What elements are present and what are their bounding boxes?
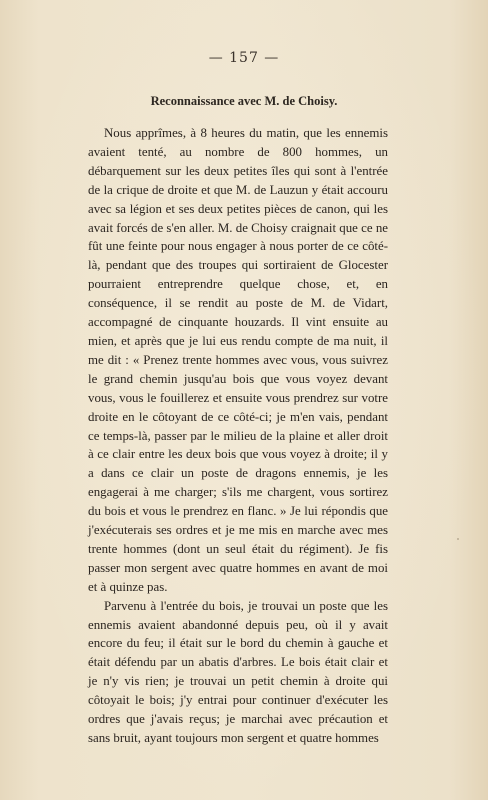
section-heading: Reconnaissance avec M. de Choisy. bbox=[150, 94, 338, 108]
page-number: — 157 — bbox=[208, 50, 280, 66]
body-text bbox=[88, 124, 388, 748]
paper-speck bbox=[457, 538, 459, 540]
paragraph-1: Nous apprîmes, à 8 heures du matin, que les ennemis avaient tenté, au nombre de 800 hommes, un débarquement sur les deux petites îles qui sont à l'entrée de la crique de droite et que M. de Lauzun y était accouru avec sa légion et ses deux petites pièces de canon, qui les avait forcés de s'en aller. M. de Choisy craignait que ce ne fût une feinte pour nous engager à nous porter de ce côté-là, pendant que des troupes qui sortiraient de Glocester pourraient entreprendre quelque chose, et, en conséquence, il se rendit au poste de M. de Vidart, accompagné de cinquante houzards. Il vint ensuite au mien, et après que je lui eus rendu compte de ma nuit, il me dit : « Prenez trente hommes avec vous, vous suivrez le grand chemin jusqu'au bois que vous voyez devant vous, vous le fouillerez et ensuite vous prendrez sur votre droite en le côtoyant de ce côté-ci; je m'en vais, pendant ce temps-là, passer par le milieu de la plaine et aller droit à ce clair entre les deux bois que vous voyez à droite; il y a dans ce clair un poste de dragons ennemis, je les engagerai à me charger; s'ils me chargent, vous sortirez du bois et vous le prendrez en flanc. » Je lui répondis que j'exécuterais ses ordres et je me mis en marche avec mes trente hommes (dont un seul était du régiment). Je fis passer mon sergent avec quatre hommes en avant de moi et à quinze pas. bbox=[88, 126, 388, 594]
paragraph-2: Parvenu à l'entrée du bois, je trouvai un poste que les ennemis avaient abandonné depuis peu, où il y avait encore du feu; il était sur le bord du chemin à gauche et était défendu par un abatis d'arbres. Le bois était clair et je n'y vis rien; je trouvai un petit chemin à droite qui côtoyait le bois; j'y entrai pour continuer d'exécuter les ordres que j'avais reçus; je marchai avec précaution et sans bruit, ayant toujours mon sergent et quatre hommes bbox=[88, 598, 388, 745]
paper-speck bbox=[140, 470, 142, 472]
